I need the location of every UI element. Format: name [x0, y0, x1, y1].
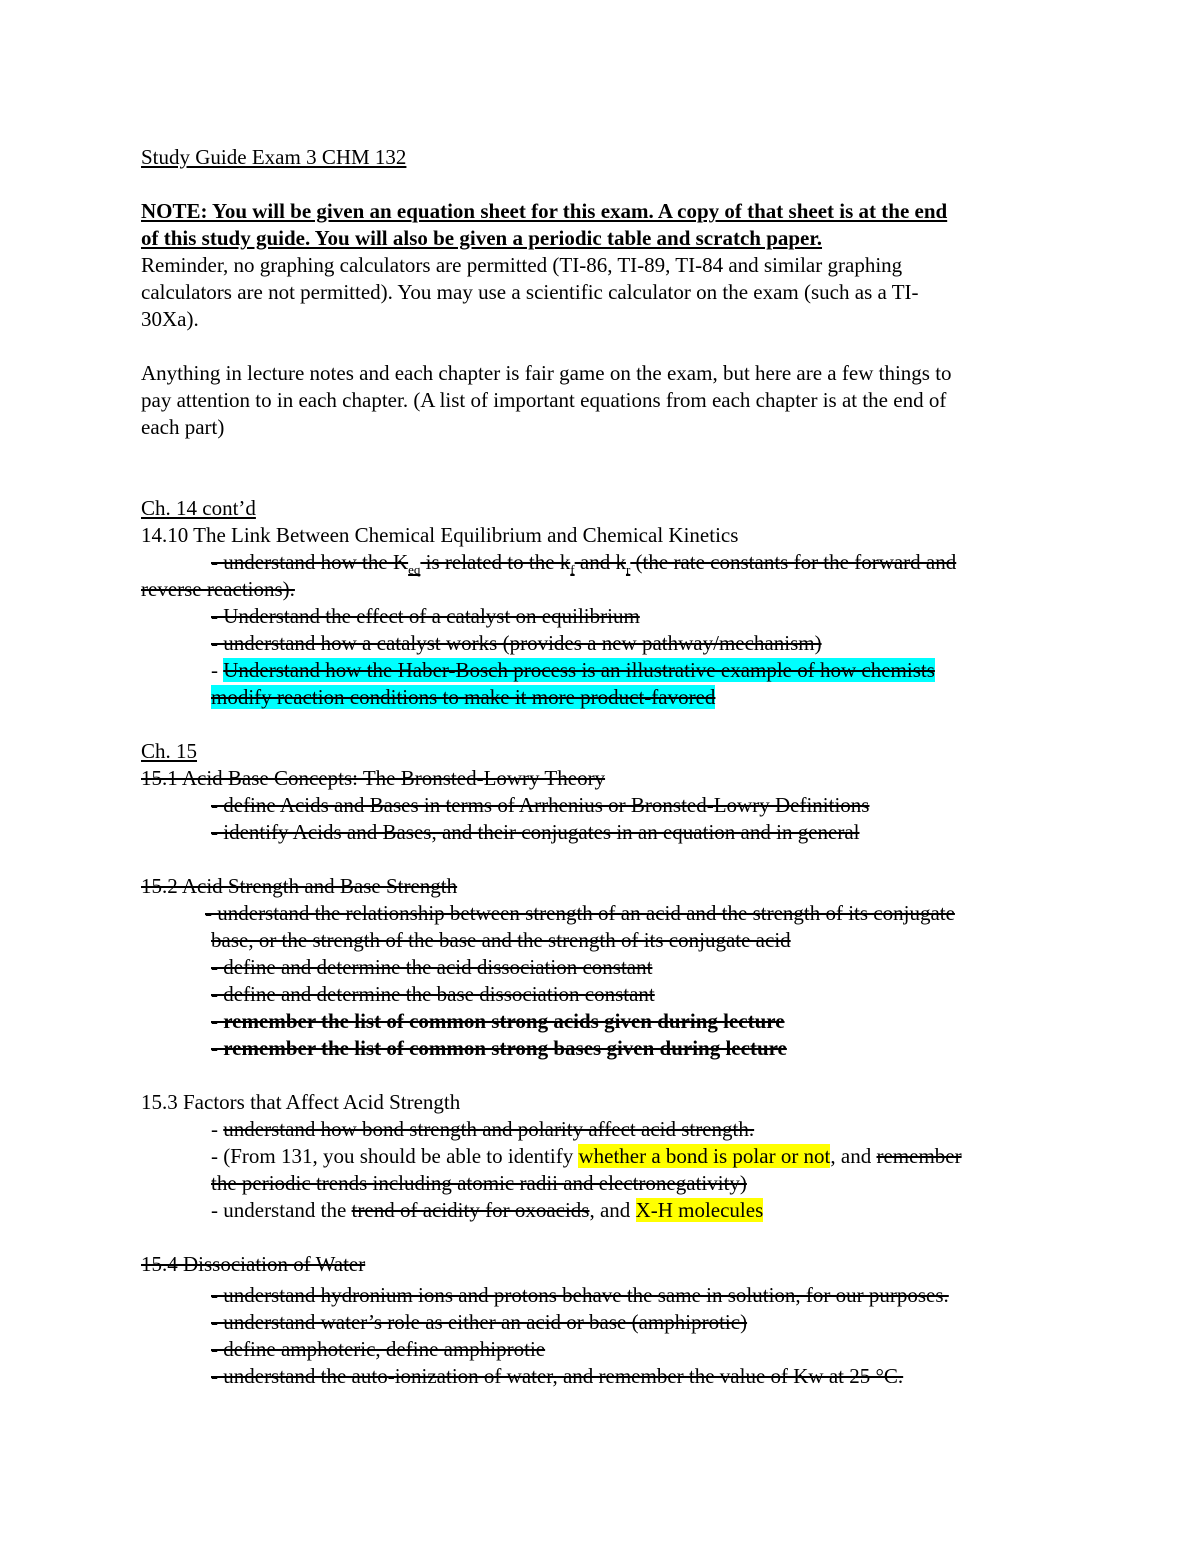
- s15-3-title: 15.3 Factors that Affect Acid Strength: [141, 1090, 461, 1114]
- s15-4-item-1: - understand hydronium ions and protons behave the same in solution, for our purposes.: [211, 1283, 949, 1307]
- kr-sub: r: [625, 562, 631, 578]
- haber-dash: -: [211, 658, 224, 682]
- s15-2-item-strong-bases: - remember the list of common strong bases given during lecture: [211, 1036, 787, 1060]
- ch14-heading: Ch. 14 cont’d: [141, 496, 256, 520]
- reminder-line-2: calculators are not permitted). You may use a scientific calculator on the exam (such as a TI-: [141, 280, 919, 304]
- ch14-item-catalyst-works: - understand how a catalyst works (provides a new pathway/mechanism): [211, 631, 822, 655]
- from-131-text-a: - (From 131, you should be able to identify: [211, 1144, 579, 1168]
- ch15-heading: Ch. 15: [141, 739, 198, 763]
- s15-3-item-trend: [211, 1197, 763, 1223]
- from-131-highlight: whether a bond is polar or not: [578, 1144, 831, 1168]
- s15-2-title: 15.2 Acid Strength and Base Strength: [141, 874, 458, 898]
- trend-text-a: - understand the: [211, 1198, 352, 1222]
- intro-line-1: Anything in lecture notes and each chapter is fair game on the exam, but here are a few things to: [141, 361, 952, 385]
- s15-2-item-acid-constant: - define and determine the acid dissociation constant: [211, 955, 653, 979]
- document-title: Study Guide Exam 3 CHM 132: [141, 145, 407, 169]
- rel-text-1: - understand the relationship between strength of an acid and the strength of its conjugate: [205, 901, 955, 925]
- bond-dash: -: [211, 1117, 224, 1141]
- intro-line-3: each part): [141, 415, 225, 439]
- keq-sub: eq: [408, 562, 421, 578]
- trend-text-c: , and: [589, 1198, 636, 1222]
- intro-line-2: pay attention to in each chapter. (A list of important equations from each chapter is at the end of: [141, 388, 947, 412]
- from-131-text-c: remember: [876, 1144, 962, 1168]
- haber-text-1: Understand how the Haber-Bosch process is an illustrative example of how chemists: [223, 658, 935, 682]
- reminder-line-1: Reminder, no graphing calculators are permitted (TI-86, TI-89, TI-84 and similar graphing: [141, 253, 903, 277]
- s15-4-item-2: - understand water’s role as either an acid or base (amphiprotic): [211, 1310, 748, 1334]
- s15-2-item-rel-cont: base, or the strength of the base and the strength of its conjugate acid: [211, 928, 791, 952]
- ch14-item-keq: [211, 549, 957, 578]
- bond-text: understand how bond strength and polarity affect acid strength.: [223, 1117, 755, 1141]
- haber-text-2: modify reaction conditions to make it more product-favored: [211, 685, 716, 709]
- s15-2-item-rel: [205, 900, 955, 926]
- trend-highlight: X-H molecules: [635, 1198, 764, 1222]
- s15-2-item-base-constant: - define and determine the base dissociation constant: [211, 982, 655, 1006]
- kf-sub: f: [570, 562, 575, 578]
- s15-3-item-from-131-cont: the periodic trends including atomic radii and electronegativity): [211, 1171, 747, 1195]
- ch14-item-keq-cont: reverse reactions).: [141, 577, 295, 601]
- ch14-item-haber-cont: [211, 684, 715, 710]
- trend-text-b: trend of acidity for oxoacids: [351, 1198, 590, 1222]
- s15-3-item-bond: [211, 1116, 754, 1142]
- ch14-section-title: 14.10 The Link Between Chemical Equilibrium and Chemical Kinetics: [141, 523, 739, 547]
- keq-text-a: - understand how the K: [211, 550, 409, 574]
- keq-text-b: is related to the k: [420, 550, 571, 574]
- s15-2-item-strong-acids: - remember the list of common strong acids given during lecture: [211, 1009, 785, 1033]
- reminder-line-3: 30Xa).: [141, 307, 199, 331]
- s15-4-title: 15.4 Dissociation of Water: [141, 1252, 366, 1276]
- ch14-item-catalyst-effect: - Understand the effect of a catalyst on equilibrium: [211, 604, 640, 628]
- keq-text-d: (the rate constants for the forward and: [630, 550, 957, 574]
- note-line-2: of this study guide. You will also be given a periodic table and scratch paper.: [141, 226, 823, 250]
- ch14-item-haber: [211, 657, 935, 683]
- s15-1-item-1: - define Acids and Bases in terms of Arrhenius or Bronsted-Lowry Definitions: [211, 793, 870, 817]
- s15-4-item-3: - define amphoteric, define amphiprotie: [211, 1337, 546, 1361]
- s15-1-title: 15.1 Acid Base Concepts: The Bronsted-Lowry Theory: [141, 766, 606, 790]
- keq-text-c: and k: [574, 550, 626, 574]
- from-131-text-b: , and: [830, 1144, 877, 1168]
- s15-3-item-from-131: [211, 1143, 962, 1169]
- s15-1-item-2: - identify Acids and Bases, and their conjugates in an equation and in general: [211, 820, 860, 844]
- s15-4-item-4: - understand the auto-ionization of water, and remember the value of Kw at 25 °C.: [211, 1364, 904, 1388]
- note-line-1: NOTE: You will be given an equation sheet for this exam. A copy of that sheet is at the end: [141, 199, 948, 223]
